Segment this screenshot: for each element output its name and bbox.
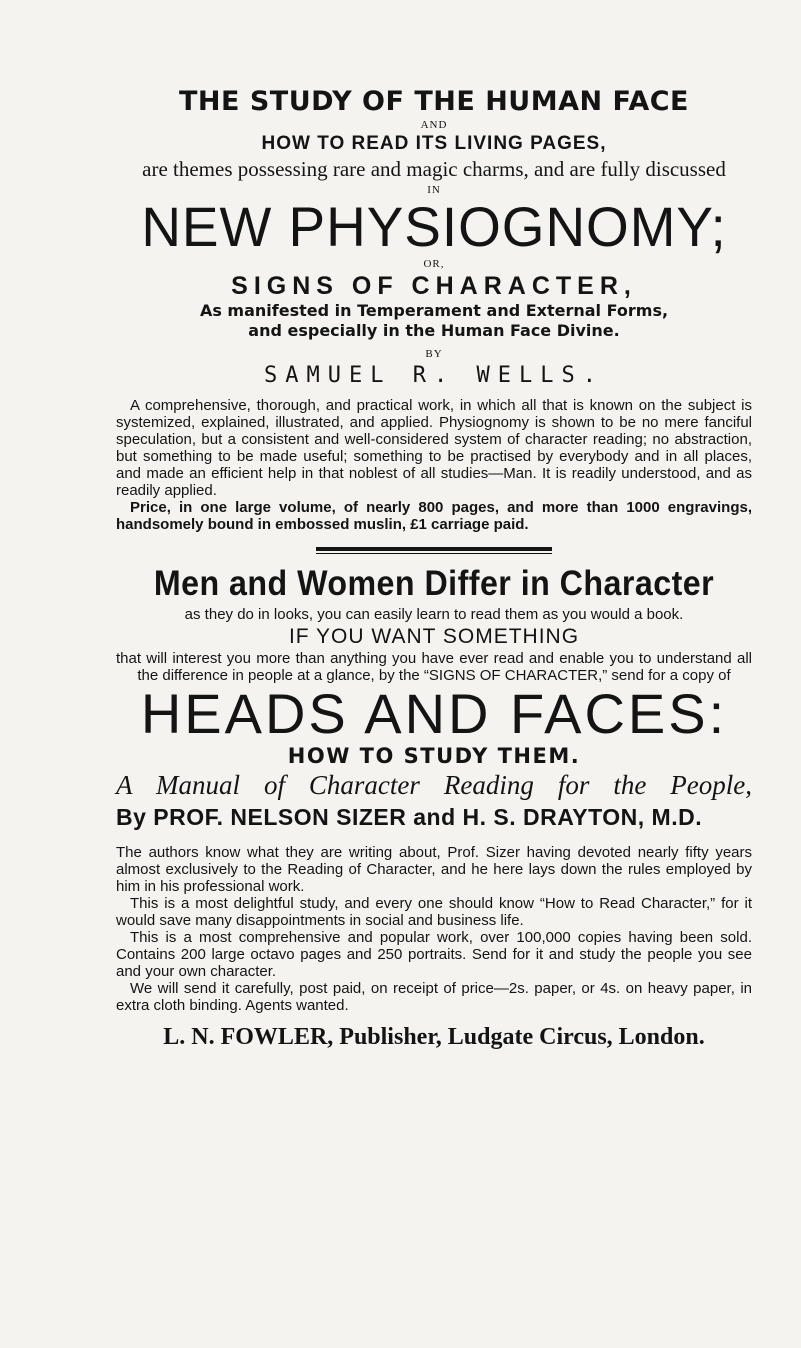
description xyxy=(116,397,752,499)
how-to-study: HOW TO STUDY THEM. xyxy=(287,744,581,768)
description-paragraph: A comprehensive, thorough, and practical work, in which all that is known on the subject is systemized, explained, illustrated, and applied. Physiognomy is shown to be no mere fanciful speculation, but a consistent and well-considered system of character reading; no abstraction, but something to be made useful; something to be practised by everybody and in all places, and made an efficient help in that noblest of all studies—Man. It is readily understood, and as readily applied. xyxy=(116,397,752,499)
and-label: AND xyxy=(420,119,448,131)
if-you-want: IF YOU WANT SOMETHING xyxy=(288,625,580,648)
authors-paragraph-4: We will send it carefully, post paid, on receipt of price—2s. paper, or 4s. on heavy paper, in extra cloth binding. Agents wanted. xyxy=(116,980,752,1014)
heads-and-faces-title: HEADS AND FACES: xyxy=(140,682,728,745)
authors-paragraph-1: The authors know what they are writing about, Prof. Sizer having devoted nearly fifty years almost exclusively to the Reading of Character, and he here lays down the rules employed by him in his professional work. xyxy=(116,844,752,895)
signs-of-character: SIGNS OF CHARACTER, xyxy=(231,272,637,300)
interest-text-block xyxy=(116,650,752,684)
price-block xyxy=(116,499,752,533)
second-headline: Men and Women Differ in Character xyxy=(153,564,715,603)
divider-rule xyxy=(316,547,552,551)
author-name: SAMUEL R. WELLS. xyxy=(264,363,604,388)
main-title: THE STUDY OF THE HUMAN FACE xyxy=(179,86,689,117)
or-label: OR, xyxy=(423,258,445,270)
book-title: NEW PHYSIOGNOMY; xyxy=(141,195,727,258)
interest-text: that will interest you more than anything you have ever read and enable you to understand all the difference in people at a glance, by the “SIGNS OF CHARACTER,” send for a copy of xyxy=(116,650,752,684)
publisher-footer: L. N. FOWLER, Publisher, Ludgate Circus, London. xyxy=(163,1024,705,1050)
advertisement-page xyxy=(116,72,752,1052)
authors-paragraph-3: This is a most comprehensive and popular work, over 100,000 copies having been sold. Contains 200 large octavo pages and 250 portraits. Send for it and study the people you see and your own character. xyxy=(116,929,752,980)
authors-paragraph-2: This is a most delightful study, and every one should know “How to Read Character,” for it would save many disappointments in social and business life. xyxy=(116,895,752,929)
byline: By PROF. NELSON SIZER and H. S. DRAYTON, M.D. xyxy=(116,804,703,830)
manifest-line-2: and especially in the Human Face Divine. xyxy=(248,321,620,340)
divider-rule-thin xyxy=(316,553,552,554)
in-label: IN xyxy=(427,184,441,196)
themes-line: are themes possessing rare and magic charms, and are fully discussed xyxy=(142,157,726,181)
manifest-line-1: As manifested in Temperament and External Forms, xyxy=(199,301,669,320)
authors-description xyxy=(116,844,752,1014)
by-label: BY xyxy=(425,348,443,360)
price-text: Price, in one large volume, of nearly 800 pages, and more than 1000 engravings, handsomely bound in embossed muslin, £1 carriage paid. xyxy=(116,499,752,533)
manual-line: A Manual of Character Reading for the People, xyxy=(116,770,752,800)
second-subline: as they do in looks, you can easily learn to read them as you would a book. xyxy=(184,606,684,623)
subtitle: HOW TO READ ITS LIVING PAGES, xyxy=(261,133,607,154)
